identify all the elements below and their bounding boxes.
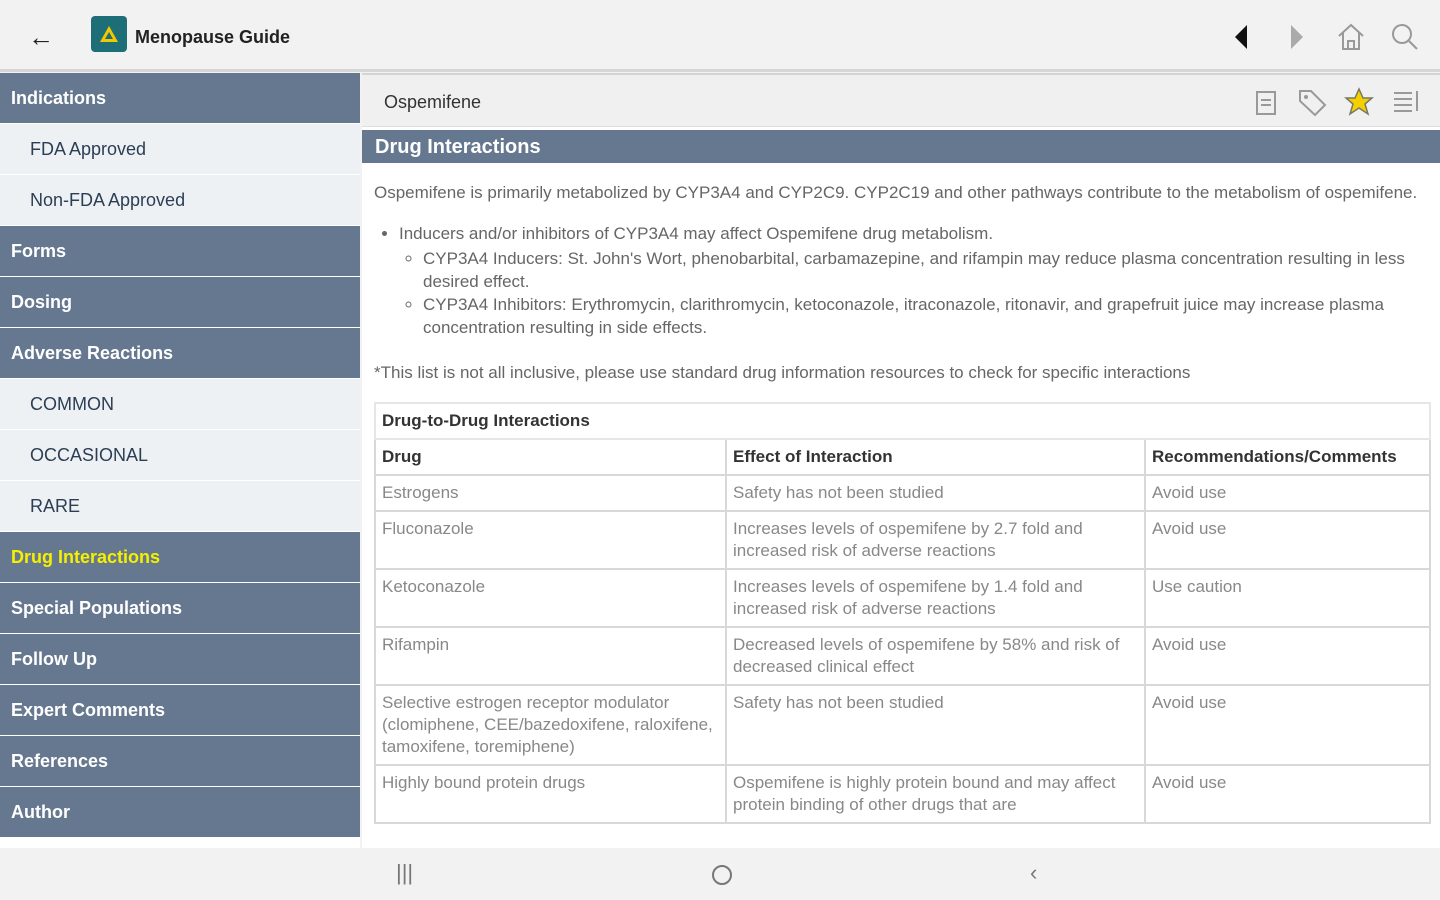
app-title: Menopause Guide [135,27,291,47]
table-row [375,511,1430,569]
effect-cell: Safety has not been studied [726,475,1145,511]
sidebar-item-dosing[interactable]: Dosing [0,277,360,327]
drug-name: Ospemifene [384,92,482,112]
sub-bullet: ◦ CYP3A4 Inducers: St. John's Wort, phenobarbital, carbamazepine, and rifampin may reduce plasma concentration resulting in less desired effect. [423,247,1428,293]
drug-cell: Rifampin [375,627,726,685]
back-arrow-icon[interactable]: ← [28,22,54,52]
recommendation-cell: Avoid use [1145,685,1430,765]
recommendation-cell: Use caution [1145,569,1430,627]
disclaimer-note: *This list is not all inclusive, please use standard drug information resources to check for specific interactions [374,363,1191,382]
effect-cell: Increases levels of ospemifene by 2.7 fold and increased risk of adverse reactions [726,511,1145,569]
sidebar-item-author[interactable]: Author [0,787,360,837]
drug-cell: Selective estrogen receptor modulator (clomiphene, CEE/bazedoxifene, raloxifene, tamoxifene, toremiphene) [375,685,726,765]
home-button-icon[interactable] [711,864,733,886]
notes-icon[interactable] [1254,87,1280,117]
drug-cell: Fluconazole [375,511,726,569]
column-header-drug: Drug [375,439,726,475]
sidebar-item-adverse-reactions[interactable]: Adverse Reactions [0,328,360,378]
table-row [375,475,1430,511]
effect-cell: Ospemifene is highly protein bound and may affect protein binding of other drugs that are [726,765,1145,823]
drug-cell: Highly bound protein drugs [375,765,726,823]
next-icon[interactable] [1289,22,1305,52]
table-row [375,765,1430,823]
column-header-effect: Effect of Interaction [726,439,1145,475]
table-row [375,569,1430,627]
recommendation-cell: Avoid use [1145,511,1430,569]
sub-bullet: ◦ CYP3A4 Inhibitors: Erythromycin, clarithromycin, ketoconazole, itraconazole, ritonavir, and grapefruit juice may increase plasma concentration resulting in side effects. [423,293,1428,339]
table-row [375,685,1430,765]
sidebar [0,73,360,848]
app-bar [0,0,1440,72]
search-icon[interactable] [1390,22,1420,52]
drug-cell: Ketoconazole [375,569,726,627]
drug-title-bar [362,73,1440,127]
sidebar-item-special-populations[interactable]: Special Populations [0,583,360,633]
system-back-icon[interactable]: ‹ [1030,860,1038,885]
bullet [399,222,1428,339]
recommendation-cell: Avoid use [1145,475,1430,511]
sidebar-item-non-fda-approved[interactable]: Non-FDA Approved [0,175,360,225]
intro-text: Ospemifene is primarily metabolized by CYP3A4 and CYP2C9. CYP2C19 and other pathways contribute to the metabolism of ospemifene. [374,183,1418,202]
sidebar-item-forms[interactable]: Forms [0,226,360,276]
sidebar-item-rare[interactable]: RARE [0,481,360,531]
column-header-recommendations: Recommendations/Comments [1145,439,1430,475]
recent-apps-icon[interactable]: ||| [396,860,414,885]
tag-icon[interactable] [1296,87,1328,117]
main-content [362,73,1440,848]
table-row [375,627,1430,685]
section-header: Drug Interactions [362,130,1440,163]
interactions-table [374,402,1431,824]
effect-cell: Safety has not been studied [726,685,1145,765]
effect-cell: Increases levels of ospemifene by 1.4 fold and increased risk of adverse reactions [726,569,1145,627]
drug-cell: Estrogens [375,475,726,511]
recommendation-cell: Avoid use [1145,765,1430,823]
system-nav-bar [0,848,1440,900]
sidebar-item-fda-approved[interactable]: FDA Approved [0,124,360,174]
sidebar-item-common[interactable]: COMMON [0,379,360,429]
star-icon[interactable] [1344,87,1374,117]
home-icon[interactable] [1336,22,1366,52]
sidebar-item-occasional[interactable]: OCCASIONAL [0,430,360,480]
bullet-text: Inducers and/or inhibitors of CYP3A4 may affect Ospemifene drug metabolism. [399,224,994,243]
app-logo [91,16,127,52]
sidebar-item-indications[interactable]: Indications [0,73,360,123]
sidebar-item-references[interactable]: References [0,736,360,786]
sidebar-item-expert-comments[interactable]: Expert Comments [0,685,360,735]
effect-cell: Decreased levels of ospemifene by 58% and risk of decreased clinical effect [726,627,1145,685]
prev-icon[interactable] [1233,22,1249,52]
sidebar-item-drug-interactions[interactable]: Drug Interactions [0,532,360,582]
outline-icon[interactable] [1392,87,1424,117]
sidebar-item-follow-up[interactable]: Follow Up [0,634,360,684]
table-caption: Drug-to-Drug Interactions [375,403,1430,439]
recommendation-cell: Avoid use [1145,627,1430,685]
